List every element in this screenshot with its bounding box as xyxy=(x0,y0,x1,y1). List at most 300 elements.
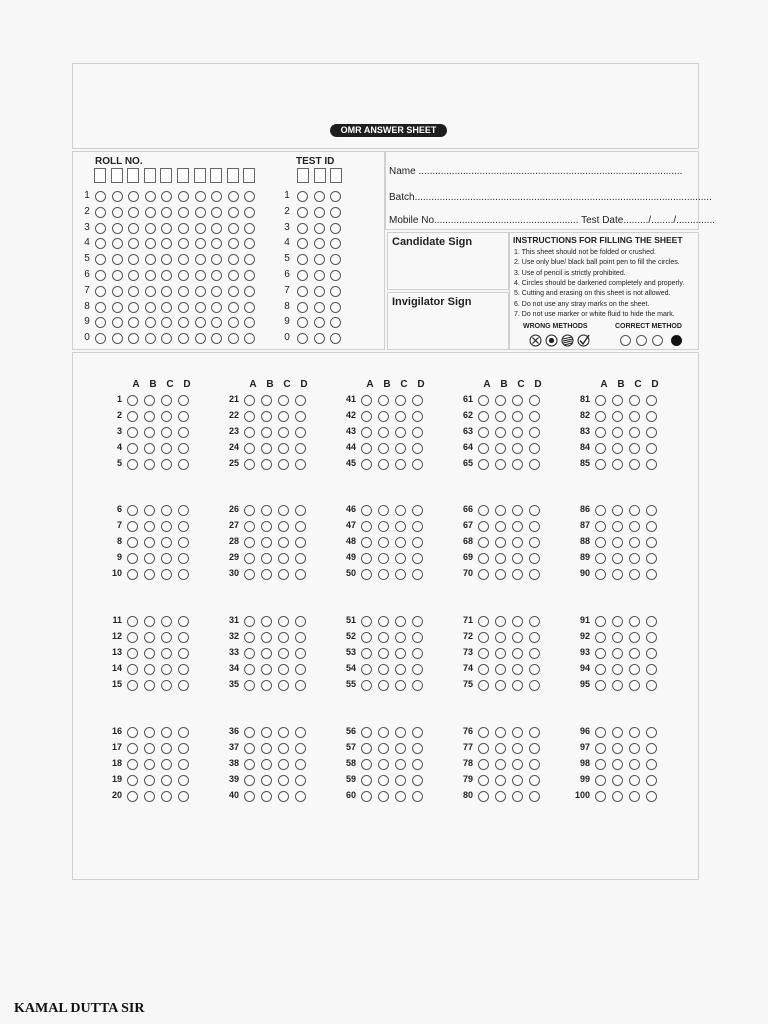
answer-bubble-a[interactable] xyxy=(478,521,489,532)
answer-bubble-c[interactable] xyxy=(512,411,523,422)
answer-bubble-b[interactable] xyxy=(612,632,623,643)
answer-bubble-d[interactable] xyxy=(178,775,189,786)
answer-bubble-b[interactable] xyxy=(495,616,506,627)
answer-bubble-b[interactable] xyxy=(144,616,155,627)
roll-bubble[interactable] xyxy=(95,223,106,234)
answer-bubble-c[interactable] xyxy=(512,459,523,470)
answer-bubble-d[interactable] xyxy=(412,569,423,580)
answer-bubble-b[interactable] xyxy=(612,791,623,802)
answer-bubble-a[interactable] xyxy=(595,521,606,532)
roll-bubble[interactable] xyxy=(228,286,239,297)
answer-bubble-c[interactable] xyxy=(512,680,523,691)
answer-bubble-b[interactable] xyxy=(612,616,623,627)
answer-bubble-a[interactable] xyxy=(127,664,138,675)
answer-bubble-c[interactable] xyxy=(629,680,640,691)
answer-bubble-b[interactable] xyxy=(378,537,389,548)
answer-bubble-d[interactable] xyxy=(295,664,306,675)
roll-digit-box[interactable] xyxy=(227,168,239,183)
answer-bubble-b[interactable] xyxy=(144,775,155,786)
answer-bubble-d[interactable] xyxy=(178,505,189,516)
answer-bubble-c[interactable] xyxy=(161,775,172,786)
answer-bubble-b[interactable] xyxy=(495,395,506,406)
answer-bubble-a[interactable] xyxy=(478,411,489,422)
answer-bubble-c[interactable] xyxy=(278,632,289,643)
roll-bubble[interactable] xyxy=(195,207,206,218)
test-id-bubble[interactable] xyxy=(330,191,341,202)
answer-bubble-b[interactable] xyxy=(495,411,506,422)
roll-bubble[interactable] xyxy=(161,223,172,234)
answer-bubble-d[interactable] xyxy=(295,680,306,691)
answer-bubble-a[interactable] xyxy=(244,521,255,532)
answer-bubble-d[interactable] xyxy=(178,664,189,675)
answer-bubble-c[interactable] xyxy=(161,680,172,691)
answer-bubble-a[interactable] xyxy=(361,395,372,406)
answer-bubble-a[interactable] xyxy=(478,632,489,643)
answer-bubble-d[interactable] xyxy=(295,505,306,516)
answer-bubble-a[interactable] xyxy=(244,727,255,738)
answer-bubble-a[interactable] xyxy=(361,664,372,675)
answer-bubble-d[interactable] xyxy=(529,664,540,675)
answer-bubble-c[interactable] xyxy=(278,537,289,548)
answer-bubble-b[interactable] xyxy=(261,664,272,675)
roll-bubble[interactable] xyxy=(244,302,255,313)
roll-bubble[interactable] xyxy=(228,302,239,313)
answer-bubble-a[interactable] xyxy=(244,791,255,802)
answer-bubble-d[interactable] xyxy=(178,521,189,532)
answer-bubble-d[interactable] xyxy=(529,680,540,691)
answer-bubble-d[interactable] xyxy=(412,743,423,754)
roll-digit-box[interactable] xyxy=(194,168,206,183)
answer-bubble-c[interactable] xyxy=(629,443,640,454)
answer-bubble-d[interactable] xyxy=(178,727,189,738)
answer-bubble-c[interactable] xyxy=(161,427,172,438)
roll-bubble[interactable] xyxy=(95,191,106,202)
answer-bubble-b[interactable] xyxy=(261,411,272,422)
answer-bubble-b[interactable] xyxy=(144,553,155,564)
answer-bubble-b[interactable] xyxy=(612,680,623,691)
answer-bubble-a[interactable] xyxy=(127,759,138,770)
answer-bubble-d[interactable] xyxy=(646,395,657,406)
answer-bubble-b[interactable] xyxy=(144,648,155,659)
answer-bubble-b[interactable] xyxy=(378,411,389,422)
answer-bubble-d[interactable] xyxy=(295,727,306,738)
answer-bubble-c[interactable] xyxy=(629,459,640,470)
roll-digit-box[interactable] xyxy=(177,168,189,183)
answer-bubble-d[interactable] xyxy=(412,648,423,659)
answer-bubble-b[interactable] xyxy=(378,775,389,786)
roll-bubble[interactable] xyxy=(145,333,156,344)
answer-bubble-d[interactable] xyxy=(646,616,657,627)
answer-bubble-a[interactable] xyxy=(244,553,255,564)
roll-bubble[interactable] xyxy=(195,238,206,249)
answer-bubble-c[interactable] xyxy=(629,664,640,675)
answer-bubble-a[interactable] xyxy=(595,759,606,770)
answer-bubble-c[interactable] xyxy=(395,632,406,643)
answer-bubble-a[interactable] xyxy=(361,537,372,548)
roll-bubble[interactable] xyxy=(128,302,139,313)
answer-bubble-a[interactable] xyxy=(595,743,606,754)
answer-bubble-d[interactable] xyxy=(178,569,189,580)
roll-bubble[interactable] xyxy=(112,223,123,234)
answer-bubble-d[interactable] xyxy=(178,537,189,548)
answer-bubble-a[interactable] xyxy=(361,411,372,422)
answer-bubble-a[interactable] xyxy=(478,775,489,786)
answer-bubble-d[interactable] xyxy=(529,411,540,422)
roll-bubble[interactable] xyxy=(195,191,206,202)
answer-bubble-c[interactable] xyxy=(161,664,172,675)
roll-bubble[interactable] xyxy=(145,302,156,313)
answer-bubble-c[interactable] xyxy=(161,443,172,454)
answer-bubble-c[interactable] xyxy=(278,791,289,802)
roll-digit-box[interactable] xyxy=(144,168,156,183)
answer-bubble-c[interactable] xyxy=(629,411,640,422)
answer-bubble-d[interactable] xyxy=(529,505,540,516)
answer-bubble-a[interactable] xyxy=(478,553,489,564)
roll-bubble[interactable] xyxy=(211,286,222,297)
test-id-bubble[interactable] xyxy=(314,333,325,344)
answer-bubble-b[interactable] xyxy=(261,759,272,770)
roll-bubble[interactable] xyxy=(112,302,123,313)
roll-bubble[interactable] xyxy=(112,254,123,265)
answer-bubble-d[interactable] xyxy=(178,616,189,627)
answer-bubble-a[interactable] xyxy=(127,616,138,627)
test-id-digit-box[interactable] xyxy=(330,168,342,183)
answer-bubble-a[interactable] xyxy=(478,680,489,691)
roll-bubble[interactable] xyxy=(211,223,222,234)
answer-bubble-a[interactable] xyxy=(361,553,372,564)
answer-bubble-b[interactable] xyxy=(378,743,389,754)
roll-bubble[interactable] xyxy=(228,191,239,202)
name-field[interactable]: Name ............................................................................................... xyxy=(389,166,683,177)
answer-bubble-c[interactable] xyxy=(512,727,523,738)
answer-bubble-b[interactable] xyxy=(495,505,506,516)
answer-bubble-c[interactable] xyxy=(629,505,640,516)
answer-bubble-c[interactable] xyxy=(395,727,406,738)
answer-bubble-c[interactable] xyxy=(161,743,172,754)
answer-bubble-c[interactable] xyxy=(278,727,289,738)
answer-bubble-c[interactable] xyxy=(512,775,523,786)
roll-digit-box[interactable] xyxy=(127,168,139,183)
answer-bubble-c[interactable] xyxy=(629,791,640,802)
answer-bubble-c[interactable] xyxy=(629,427,640,438)
answer-bubble-a[interactable] xyxy=(361,791,372,802)
answer-bubble-c[interactable] xyxy=(395,411,406,422)
answer-bubble-a[interactable] xyxy=(595,680,606,691)
answer-bubble-b[interactable] xyxy=(261,791,272,802)
answer-bubble-c[interactable] xyxy=(395,680,406,691)
answer-bubble-a[interactable] xyxy=(361,459,372,470)
answer-bubble-a[interactable] xyxy=(244,743,255,754)
answer-bubble-d[interactable] xyxy=(646,521,657,532)
answer-bubble-d[interactable] xyxy=(412,395,423,406)
answer-bubble-d[interactable] xyxy=(178,648,189,659)
answer-bubble-b[interactable] xyxy=(261,521,272,532)
test-id-bubble[interactable] xyxy=(314,191,325,202)
answer-bubble-a[interactable] xyxy=(244,537,255,548)
answer-bubble-b[interactable] xyxy=(612,664,623,675)
answer-bubble-a[interactable] xyxy=(595,553,606,564)
answer-bubble-d[interactable] xyxy=(646,505,657,516)
answer-bubble-b[interactable] xyxy=(378,648,389,659)
roll-bubble[interactable] xyxy=(112,317,123,328)
answer-bubble-b[interactable] xyxy=(261,427,272,438)
answer-bubble-c[interactable] xyxy=(161,648,172,659)
answer-bubble-a[interactable] xyxy=(361,743,372,754)
answer-bubble-b[interactable] xyxy=(378,569,389,580)
answer-bubble-b[interactable] xyxy=(144,427,155,438)
answer-bubble-b[interactable] xyxy=(612,411,623,422)
answer-bubble-c[interactable] xyxy=(161,521,172,532)
answer-bubble-b[interactable] xyxy=(144,521,155,532)
answer-bubble-c[interactable] xyxy=(278,427,289,438)
answer-bubble-a[interactable] xyxy=(595,395,606,406)
answer-bubble-b[interactable] xyxy=(378,459,389,470)
roll-bubble[interactable] xyxy=(211,302,222,313)
answer-bubble-c[interactable] xyxy=(161,569,172,580)
answer-bubble-c[interactable] xyxy=(161,759,172,770)
answer-bubble-d[interactable] xyxy=(529,521,540,532)
answer-bubble-d[interactable] xyxy=(412,537,423,548)
answer-bubble-b[interactable] xyxy=(495,569,506,580)
answer-bubble-d[interactable] xyxy=(646,553,657,564)
answer-bubble-c[interactable] xyxy=(278,759,289,770)
answer-bubble-c[interactable] xyxy=(512,791,523,802)
roll-bubble[interactable] xyxy=(228,254,239,265)
answer-bubble-b[interactable] xyxy=(612,727,623,738)
answer-bubble-d[interactable] xyxy=(529,443,540,454)
answer-bubble-d[interactable] xyxy=(295,395,306,406)
answer-bubble-c[interactable] xyxy=(512,395,523,406)
answer-bubble-a[interactable] xyxy=(244,680,255,691)
answer-bubble-c[interactable] xyxy=(278,521,289,532)
answer-bubble-b[interactable] xyxy=(144,411,155,422)
answer-bubble-b[interactable] xyxy=(612,427,623,438)
test-id-bubble[interactable] xyxy=(314,254,325,265)
answer-bubble-d[interactable] xyxy=(412,553,423,564)
answer-bubble-c[interactable] xyxy=(278,616,289,627)
answer-bubble-d[interactable] xyxy=(646,759,657,770)
answer-bubble-c[interactable] xyxy=(395,569,406,580)
answer-bubble-a[interactable] xyxy=(244,759,255,770)
answer-bubble-d[interactable] xyxy=(529,569,540,580)
answer-bubble-d[interactable] xyxy=(646,664,657,675)
answer-bubble-b[interactable] xyxy=(144,791,155,802)
roll-bubble[interactable] xyxy=(178,270,189,281)
answer-bubble-c[interactable] xyxy=(629,537,640,548)
answer-bubble-b[interactable] xyxy=(261,632,272,643)
answer-bubble-d[interactable] xyxy=(412,427,423,438)
answer-bubble-b[interactable] xyxy=(495,521,506,532)
answer-bubble-d[interactable] xyxy=(178,427,189,438)
answer-bubble-d[interactable] xyxy=(646,427,657,438)
test-id-digit-box[interactable] xyxy=(297,168,309,183)
mobile-date-field[interactable]: Mobile No.................................................... Test Date........./......../.............. xyxy=(389,215,716,226)
test-id-bubble[interactable] xyxy=(330,302,341,313)
answer-bubble-b[interactable] xyxy=(261,743,272,754)
roll-bubble[interactable] xyxy=(195,302,206,313)
answer-bubble-a[interactable] xyxy=(595,632,606,643)
answer-bubble-b[interactable] xyxy=(495,632,506,643)
answer-bubble-c[interactable] xyxy=(629,648,640,659)
answer-bubble-c[interactable] xyxy=(161,505,172,516)
answer-bubble-d[interactable] xyxy=(295,553,306,564)
answer-bubble-a[interactable] xyxy=(361,443,372,454)
answer-bubble-a[interactable] xyxy=(478,648,489,659)
answer-bubble-d[interactable] xyxy=(295,743,306,754)
answer-bubble-d[interactable] xyxy=(646,727,657,738)
answer-bubble-d[interactable] xyxy=(295,791,306,802)
answer-bubble-d[interactable] xyxy=(178,395,189,406)
answer-bubble-b[interactable] xyxy=(495,727,506,738)
roll-bubble[interactable] xyxy=(161,302,172,313)
answer-bubble-b[interactable] xyxy=(495,537,506,548)
answer-bubble-d[interactable] xyxy=(529,427,540,438)
answer-bubble-a[interactable] xyxy=(478,395,489,406)
answer-bubble-a[interactable] xyxy=(127,791,138,802)
answer-bubble-d[interactable] xyxy=(529,743,540,754)
answer-bubble-a[interactable] xyxy=(595,459,606,470)
answer-bubble-c[interactable] xyxy=(512,632,523,643)
roll-bubble[interactable] xyxy=(128,286,139,297)
answer-bubble-b[interactable] xyxy=(144,759,155,770)
answer-bubble-d[interactable] xyxy=(295,632,306,643)
answer-bubble-b[interactable] xyxy=(495,791,506,802)
answer-bubble-c[interactable] xyxy=(395,505,406,516)
answer-bubble-d[interactable] xyxy=(412,411,423,422)
answer-bubble-a[interactable] xyxy=(595,411,606,422)
answer-bubble-a[interactable] xyxy=(244,616,255,627)
answer-bubble-a[interactable] xyxy=(361,616,372,627)
answer-bubble-a[interactable] xyxy=(127,459,138,470)
answer-bubble-d[interactable] xyxy=(529,632,540,643)
answer-bubble-a[interactable] xyxy=(127,537,138,548)
roll-bubble[interactable] xyxy=(95,270,106,281)
answer-bubble-c[interactable] xyxy=(395,743,406,754)
answer-bubble-b[interactable] xyxy=(261,443,272,454)
answer-bubble-c[interactable] xyxy=(629,521,640,532)
answer-bubble-c[interactable] xyxy=(629,743,640,754)
roll-digit-box[interactable] xyxy=(243,168,255,183)
answer-bubble-c[interactable] xyxy=(512,537,523,548)
answer-bubble-d[interactable] xyxy=(412,443,423,454)
roll-bubble[interactable] xyxy=(112,286,123,297)
answer-bubble-a[interactable] xyxy=(478,505,489,516)
answer-bubble-a[interactable] xyxy=(127,727,138,738)
answer-bubble-b[interactable] xyxy=(378,727,389,738)
answer-bubble-b[interactable] xyxy=(261,775,272,786)
roll-bubble[interactable] xyxy=(228,333,239,344)
batch-field[interactable]: Batch........................................................................................................... xyxy=(389,192,712,203)
answer-bubble-c[interactable] xyxy=(512,521,523,532)
answer-bubble-b[interactable] xyxy=(612,743,623,754)
answer-bubble-c[interactable] xyxy=(161,791,172,802)
answer-bubble-d[interactable] xyxy=(295,775,306,786)
answer-bubble-b[interactable] xyxy=(144,505,155,516)
test-id-bubble[interactable] xyxy=(330,270,341,281)
answer-bubble-c[interactable] xyxy=(395,427,406,438)
answer-bubble-a[interactable] xyxy=(127,521,138,532)
answer-bubble-d[interactable] xyxy=(646,743,657,754)
answer-bubble-d[interactable] xyxy=(412,521,423,532)
roll-bubble[interactable] xyxy=(112,270,123,281)
roll-bubble[interactable] xyxy=(195,317,206,328)
answer-bubble-c[interactable] xyxy=(395,395,406,406)
roll-bubble[interactable] xyxy=(95,286,106,297)
roll-bubble[interactable] xyxy=(112,333,123,344)
test-id-bubble[interactable] xyxy=(330,223,341,234)
answer-bubble-b[interactable] xyxy=(261,680,272,691)
answer-bubble-d[interactable] xyxy=(529,553,540,564)
answer-bubble-d[interactable] xyxy=(529,648,540,659)
answer-bubble-b[interactable] xyxy=(261,648,272,659)
answer-bubble-b[interactable] xyxy=(612,459,623,470)
answer-bubble-b[interactable] xyxy=(612,521,623,532)
answer-bubble-c[interactable] xyxy=(161,616,172,627)
answer-bubble-b[interactable] xyxy=(144,664,155,675)
answer-bubble-b[interactable] xyxy=(261,616,272,627)
roll-bubble[interactable] xyxy=(128,223,139,234)
answer-bubble-b[interactable] xyxy=(612,759,623,770)
answer-bubble-a[interactable] xyxy=(595,569,606,580)
answer-bubble-b[interactable] xyxy=(144,743,155,754)
answer-bubble-d[interactable] xyxy=(412,680,423,691)
roll-bubble[interactable] xyxy=(195,286,206,297)
answer-bubble-d[interactable] xyxy=(412,459,423,470)
answer-bubble-d[interactable] xyxy=(295,616,306,627)
answer-bubble-c[interactable] xyxy=(278,395,289,406)
roll-bubble[interactable] xyxy=(195,270,206,281)
answer-bubble-c[interactable] xyxy=(395,648,406,659)
answer-bubble-c[interactable] xyxy=(512,427,523,438)
answer-bubble-d[interactable] xyxy=(529,459,540,470)
answer-bubble-c[interactable] xyxy=(512,616,523,627)
answer-bubble-a[interactable] xyxy=(244,664,255,675)
answer-bubble-c[interactable] xyxy=(278,459,289,470)
answer-bubble-c[interactable] xyxy=(629,553,640,564)
answer-bubble-c[interactable] xyxy=(395,443,406,454)
answer-bubble-c[interactable] xyxy=(278,443,289,454)
answer-bubble-d[interactable] xyxy=(178,632,189,643)
answer-bubble-c[interactable] xyxy=(278,680,289,691)
roll-bubble[interactable] xyxy=(145,191,156,202)
answer-bubble-d[interactable] xyxy=(178,411,189,422)
roll-bubble[interactable] xyxy=(112,238,123,249)
test-id-bubble[interactable] xyxy=(314,302,325,313)
answer-bubble-b[interactable] xyxy=(144,395,155,406)
test-id-bubble[interactable] xyxy=(330,207,341,218)
answer-bubble-b[interactable] xyxy=(495,427,506,438)
answer-bubble-c[interactable] xyxy=(512,743,523,754)
roll-digit-box[interactable] xyxy=(94,168,106,183)
answer-bubble-a[interactable] xyxy=(478,537,489,548)
answer-bubble-c[interactable] xyxy=(629,395,640,406)
answer-bubble-b[interactable] xyxy=(495,775,506,786)
roll-bubble[interactable] xyxy=(178,207,189,218)
answer-bubble-a[interactable] xyxy=(361,569,372,580)
answer-bubble-d[interactable] xyxy=(412,727,423,738)
answer-bubble-a[interactable] xyxy=(595,791,606,802)
answer-bubble-d[interactable] xyxy=(529,395,540,406)
test-id-bubble[interactable] xyxy=(314,317,325,328)
answer-bubble-c[interactable] xyxy=(629,569,640,580)
answer-bubble-b[interactable] xyxy=(495,664,506,675)
answer-bubble-a[interactable] xyxy=(127,775,138,786)
answer-bubble-b[interactable] xyxy=(261,727,272,738)
answer-bubble-a[interactable] xyxy=(361,775,372,786)
answer-bubble-b[interactable] xyxy=(378,664,389,675)
answer-bubble-a[interactable] xyxy=(478,569,489,580)
answer-bubble-a[interactable] xyxy=(478,727,489,738)
